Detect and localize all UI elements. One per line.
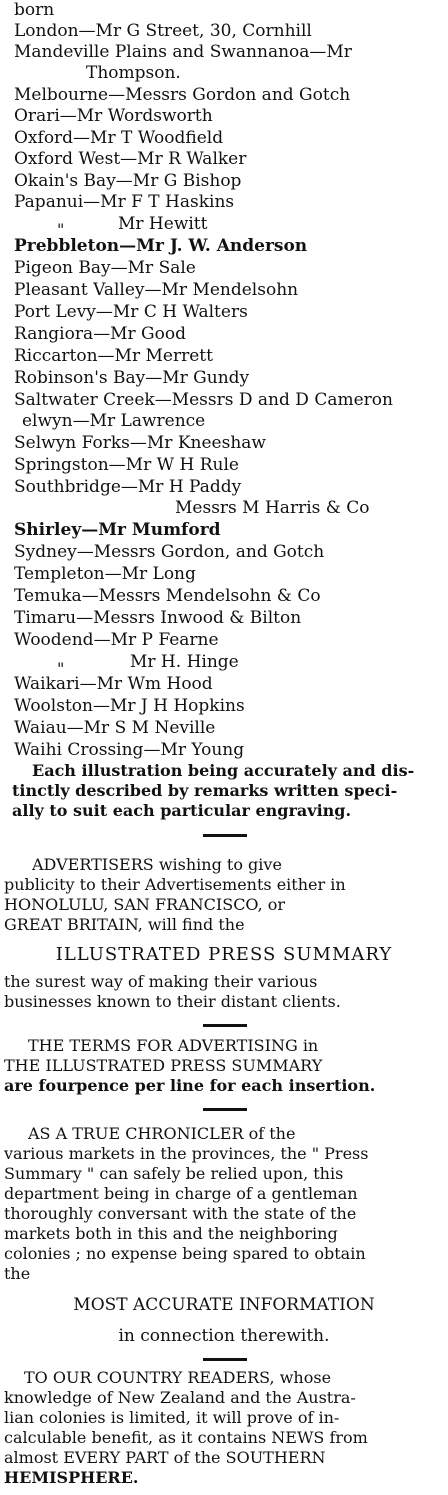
text-line: knowledge of New Zealand and the Austra- [4,1388,356,1407]
list-item: Mandeville Plains and Swannanoa—Mr [14,42,352,62]
chronicler-notice [4,1124,444,1284]
list-item: Port Levy—Mr C H Walters [14,302,248,322]
list-item: Waiau—Mr S M Neville [14,718,216,738]
text-line: markets both in this and the neighboring [4,1224,338,1243]
text-line: THE ILLUSTRATED PRESS SUMMARY [4,1056,323,1075]
divider [203,1358,247,1361]
list-item: Saltwater Creek—Messrs D and D Cameron [14,390,393,410]
list-item: Timaru—Messrs Inwood & Bilton [14,608,302,628]
text-line: the [4,1264,31,1283]
text-line: Each illustration being accurately and dis- [32,761,415,780]
summary-title: ILLUSTRATED PRESS SUMMARY [55,944,393,965]
text-line: thoroughly conversant with the state of the [4,1204,357,1223]
text-line: GREAT BRITAIN, will find the [4,915,245,934]
text-line: HONOLULU, SAN FRANCISCO, or [4,895,286,914]
list-item: elwyn—Mr Lawrence [22,411,206,431]
text-line: Summary " can safely be relied upon, this [4,1164,344,1183]
list-item: Pigeon Bay—Mr Sale [14,258,196,278]
text-line: colonies ; no expense being spared to obtain [4,1244,366,1263]
list-item: Prebbleton—Mr J. W. Anderson [14,236,308,256]
text-line: THE TERMS FOR ADVERTISING in [28,1036,319,1055]
text-line: department being in charge of a gentleman [4,1184,358,1203]
list-item: Pleasant Valley—Mr Mendelsohn [14,280,299,300]
divider [203,1024,247,1027]
list-item: London—Mr G Street, 30, Cornhill [14,21,312,41]
text-line: are fourpence per line for each insertion. [4,1076,376,1095]
list-item: Thompson. [86,63,181,83]
list-item: Oxford West—Mr R Walker [14,149,247,169]
advertisers-notice-end [4,972,444,1012]
divider [203,834,247,837]
text-line: tinctly described by remarks written speci- [12,781,398,800]
text-line: almost EVERY PART of the SOUTHERN [4,1448,326,1467]
list-item: Southbridge—Mr H Paddy [14,477,242,497]
list-item: Melbourne—Messrs Gordon and Gotch [14,85,351,105]
list-item: Waihi Crossing—Mr Young [14,740,245,760]
text-line: AS A TRUE CHRONICLER of the [28,1124,296,1143]
list-item: Sydney—Messrs Gordon, and Gotch [14,542,325,562]
text-line: businesses known to their distant clients. [4,992,341,1011]
list-item: Temuka—Messrs Mendelsohn & Co [14,586,321,606]
accurate-heading: MOST ACCURATE INFORMATION [73,1295,375,1315]
list-item: Okain's Bay—Mr G Bishop [14,171,242,191]
text-line: calculable benefit, as it contains NEWS from [4,1428,368,1447]
list-item: Mr H. Hinge [130,652,239,672]
text-line: the surest way of making their various [4,972,318,991]
advertisers-notice [4,855,444,935]
text-line: lian colonies is limited, it will prove of in- [4,1408,340,1427]
list-item: Papanui—Mr F T Haskins [14,192,235,212]
illustration-note [12,761,442,821]
list-item: Shirley—Mr Mumford [14,520,221,540]
list-item: Mr Hewitt [118,214,208,234]
text-line: ADVERTISERS wishing to give [32,855,282,874]
list-item: born [14,0,55,20]
list-item: Woodend—Mr P Fearne [14,630,219,650]
list-item: Messrs M Harris & Co [175,498,370,518]
list-item: Waikari—Mr Wm Hood [14,674,213,694]
list-item: Rangiora—Mr Good [14,324,186,344]
readers-notice [4,1368,444,1488]
divider [203,1108,247,1111]
list-item: Springston—Mr W H Rule [14,455,239,475]
ditto-mark: " [57,220,65,239]
text-line: various markets in the provinces, the " Press [4,1144,369,1163]
list-item: Oxford—Mr T Woodfield [14,128,224,148]
list-item: Woolston—Mr J H Hopkins [14,696,245,716]
list-item: Orari—Mr Wordsworth [14,106,213,126]
text-line: ally to suit each particular engraving. [12,801,352,820]
list-item: Robinson's Bay—Mr Gundy [14,368,250,388]
terms-notice [4,1036,444,1096]
connection-line: in connection therewith. [118,1326,330,1346]
text-line: publicity to their Advertisements either in [4,875,346,894]
list-item: Selwyn Forks—Mr Kneeshaw [14,433,266,453]
list-item: Riccarton—Mr Merrett [14,346,213,366]
text-line: HEMISPHERE. [4,1468,139,1487]
list-item: Templeton—Mr Long [14,564,196,584]
ditto-mark: " [57,659,65,678]
text-line: TO OUR COUNTRY READERS, whose [24,1368,332,1387]
